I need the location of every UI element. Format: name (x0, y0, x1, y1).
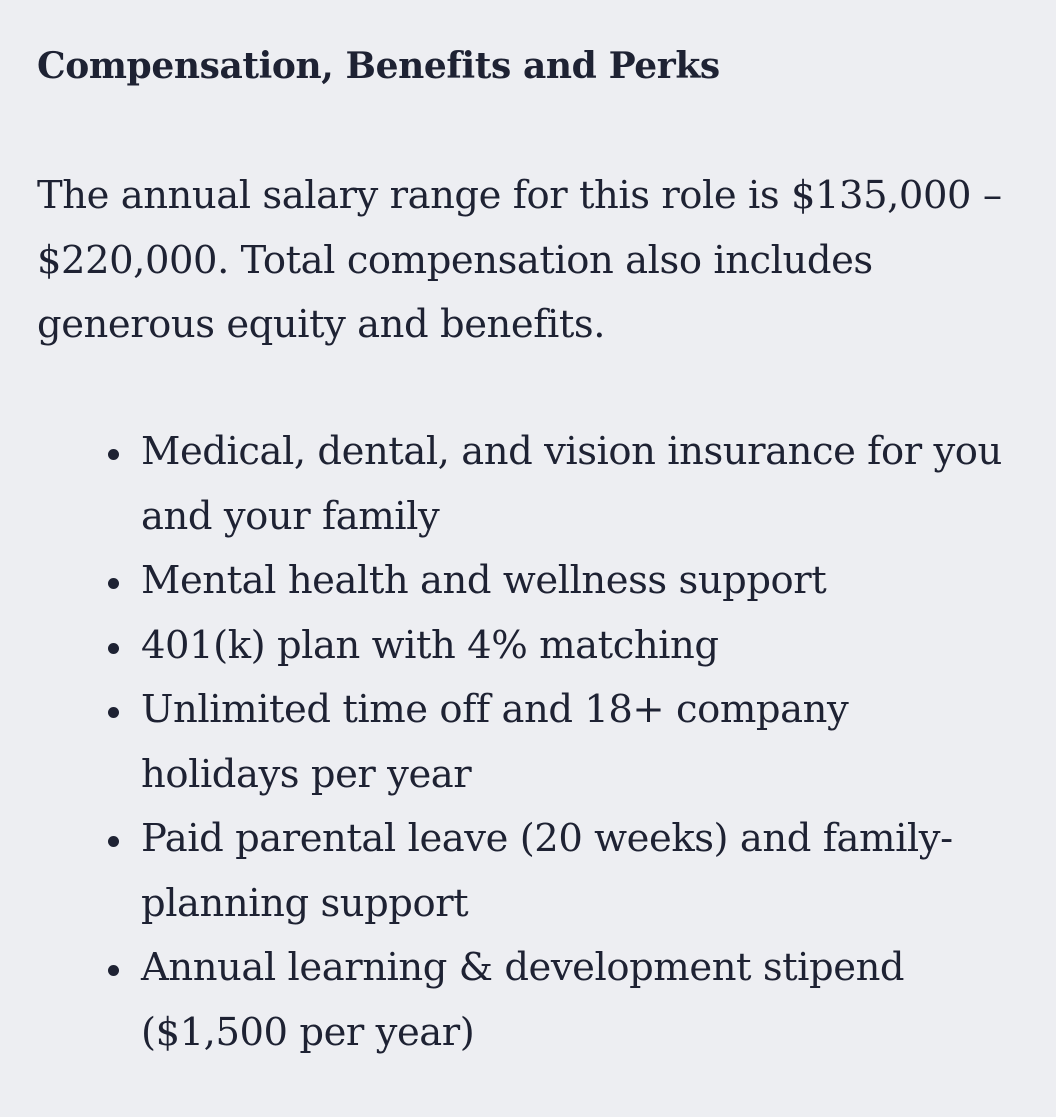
benefit-mental-health (106, 549, 1006, 614)
benefit-text: Mental health and wellness support (141, 558, 827, 603)
benefit-text: Annual learning & development stipend ($1,500 per year) (141, 945, 905, 1055)
benefit-learning-stipend (106, 936, 1006, 1065)
bullet-icon (108, 836, 119, 847)
benefit-401k (106, 614, 1006, 679)
benefit-text: 401(k) plan with 4% matching (141, 622, 719, 668)
benefit-medical-insurance (106, 420, 1006, 549)
bullet-icon (108, 449, 119, 460)
benefit-parental-leave (106, 807, 1006, 936)
benefit-text: Paid parental leave (20 weeks) and family-planning support (141, 816, 953, 926)
benefit-text: Medical, dental, and vision insurance for you and your family (141, 429, 1002, 539)
benefits-list (106, 420, 1006, 1065)
section-title: Compensation, Benefits and Perks (37, 45, 720, 87)
benefit-time-off (106, 678, 1006, 807)
bullet-icon (108, 643, 119, 654)
bullet-icon (108, 965, 119, 976)
benefit-text: Unlimited time off and 18+ company holidays per year (141, 687, 849, 797)
bullet-icon (108, 707, 119, 718)
bullet-icon (108, 578, 119, 589)
salary-paragraph: The annual salary range for this role is $135,000 – $220,000. Total compensation also includes generous equity and benefits. (37, 173, 1002, 347)
